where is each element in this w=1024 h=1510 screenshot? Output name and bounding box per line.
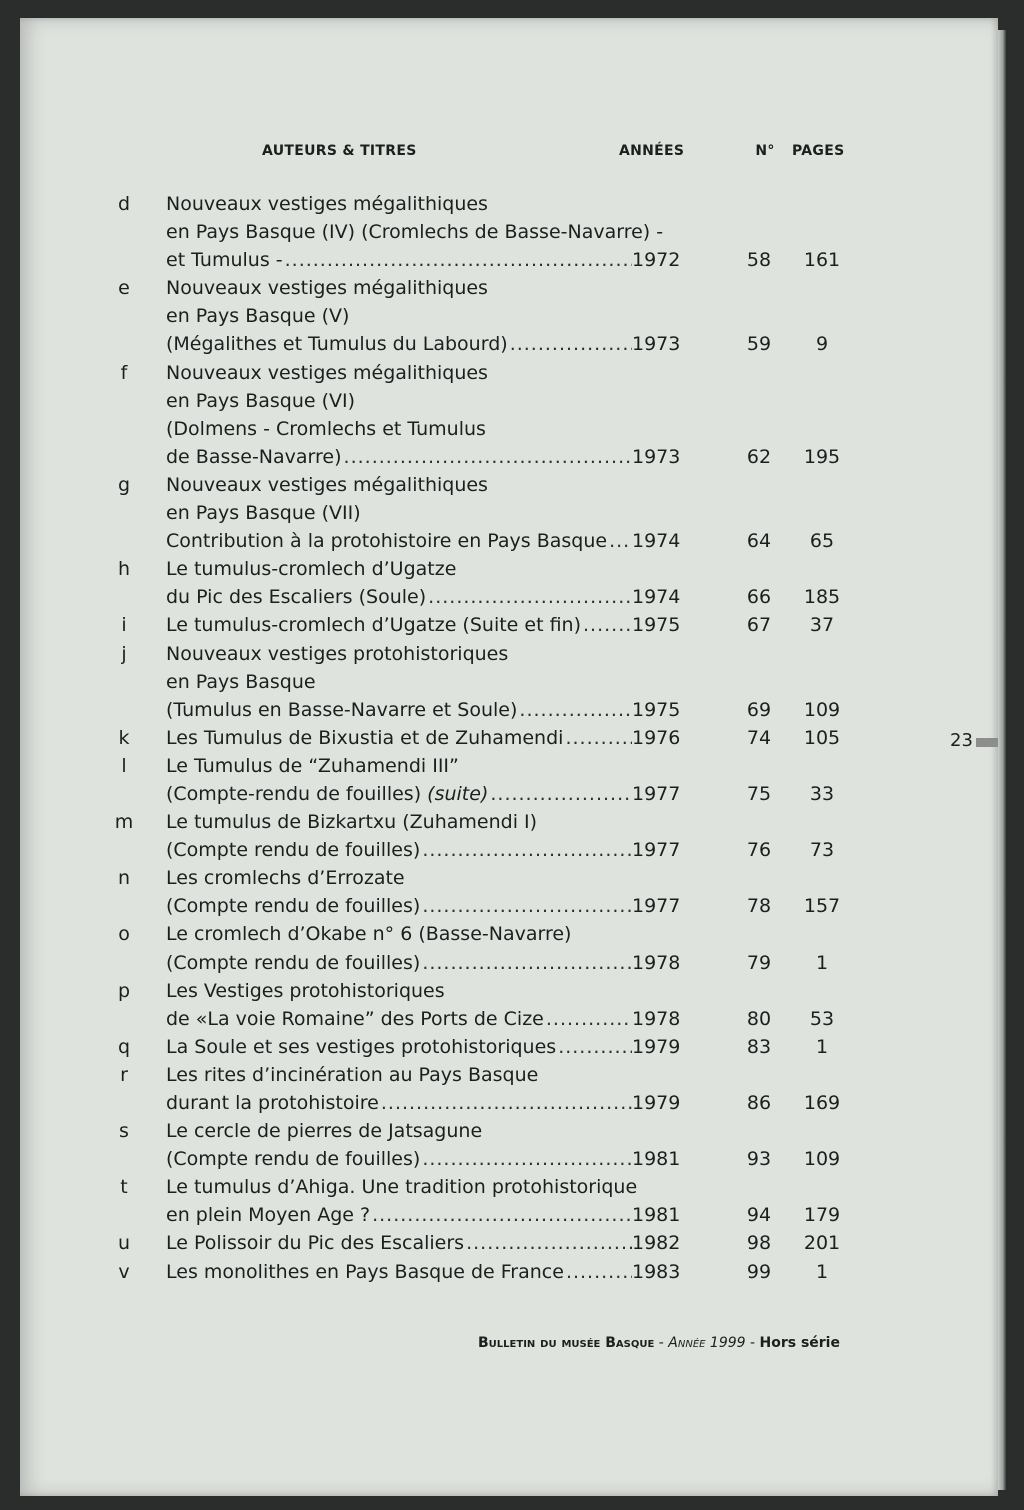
entry-title: [166, 977, 445, 1005]
footer-separator: -: [745, 1335, 760, 1351]
entry-title-text: Les Tumulus de Bixustia et de Zuhamendi: [166, 726, 564, 749]
entry-number: 99: [746, 1260, 772, 1283]
entry-title-text: (Compte rendu de fouilles): [166, 951, 421, 974]
dot-leader: [422, 949, 632, 977]
entry-title-text: Nouveaux vestiges mégalithiques: [166, 361, 488, 384]
entry-title-text: (Mégalithes et Tumulus du Labourd): [166, 333, 508, 356]
entry-title: [166, 668, 316, 696]
entry-number: 74: [746, 726, 772, 749]
entry-title-text: Le Polissoir du Pic des Escaliers: [166, 1232, 465, 1255]
entry-title-text: en plein Moyen Age ?: [166, 1204, 371, 1227]
entry-title: [166, 471, 488, 499]
entry-title-text: Les Vestiges protohistoriques: [166, 979, 445, 1002]
entry-title-text: (Compte rendu de fouilles): [166, 1148, 421, 1171]
list-item: [0, 274, 1024, 302]
list-item: [0, 555, 1024, 583]
entry-title-text: (Dolmens - Cromlechs et Tumulus: [166, 417, 486, 440]
header-authors-titles: AUTEURS & TITRES: [262, 143, 417, 159]
entry-title: [166, 696, 632, 724]
dot-leader: [422, 836, 632, 864]
entry-year: 1976: [632, 726, 681, 749]
list-item: [0, 977, 1024, 1005]
entry-title: [166, 1117, 482, 1145]
entry-title-text: en Pays Basque (V): [166, 305, 350, 328]
entry-title: [166, 218, 663, 246]
entry-title: [166, 920, 571, 948]
list-item: [0, 864, 1024, 892]
entry-title-text: de Basse-Navarre): [166, 445, 342, 468]
entry-pages: 179: [803, 1204, 841, 1227]
dot-leader: [372, 1201, 632, 1229]
list-item: [0, 246, 1024, 274]
list-item: [0, 724, 1024, 752]
entry-title: [166, 302, 349, 330]
entry-year: 1979: [632, 1092, 681, 1114]
dot-leader: [285, 246, 632, 274]
entry-pages: 105: [803, 726, 841, 749]
entry-title: [166, 190, 488, 218]
list-item: [0, 1005, 1024, 1033]
entry-title: [166, 527, 632, 555]
entry-year: 1975: [632, 614, 681, 637]
entry-letter: u: [117, 1232, 131, 1255]
dot-leader: [609, 527, 632, 555]
entry-letter: o: [118, 923, 130, 946]
entry-title-text: en Pays Basque (IV) (Cromlechs de Basse-Navarre) -: [166, 221, 664, 244]
list-item: [0, 1117, 1024, 1145]
entry-pages: 201: [803, 1232, 841, 1255]
entry-title-text: de «La voie Romaine” des Ports de Cize: [166, 1007, 544, 1030]
list-item: [0, 387, 1024, 415]
entry-number: 62: [746, 445, 772, 468]
footer-separator: -: [654, 1335, 669, 1351]
footer-citation: [478, 1335, 840, 1351]
entry-letter: m: [114, 811, 134, 834]
dot-leader: [381, 1089, 632, 1117]
entry-number: 64: [746, 530, 772, 553]
dot-leader: [422, 1145, 632, 1173]
entry-letter: d: [117, 193, 131, 215]
entry-title-text: Contribution à la protohistoire en Pays Basque: [166, 530, 608, 553]
list-item: [0, 583, 1024, 611]
entry-year: 1978: [632, 951, 681, 974]
entry-title-text: Les rites d’incinération au Pays Basque: [166, 1063, 539, 1086]
entry-year: 1979: [632, 1035, 681, 1058]
entry-year: 1977: [632, 895, 681, 918]
dot-leader: [490, 780, 632, 808]
entry-title-text: Les cromlechs d’Errozate: [166, 867, 405, 890]
header-years: ANNÉES: [619, 143, 685, 159]
entry-letter: e: [118, 277, 130, 300]
list-item: [0, 892, 1024, 920]
entry-title-text: durant la protohistoire: [166, 1092, 379, 1114]
entry-number: 98: [746, 1232, 772, 1255]
entry-title: [166, 724, 632, 752]
entry-year: 1973: [632, 445, 681, 468]
entry-title-text: Le tumulus-cromlech d’Ugatze: [166, 558, 457, 581]
entry-title-text: Le tumulus-cromlech d’Ugatze (Suite et fin): [166, 614, 582, 637]
list-item: [0, 836, 1024, 864]
list-item: [0, 752, 1024, 780]
entry-title: [166, 415, 486, 443]
entry-title: [166, 330, 632, 358]
entry-letter: t: [120, 1176, 128, 1199]
entry-number: 93: [746, 1148, 772, 1171]
entry-number: 69: [746, 698, 772, 721]
entry-title: [166, 611, 632, 639]
list-item: [0, 471, 1024, 499]
entry-title-text: en Pays Basque (VI): [166, 389, 356, 412]
entry-title: [166, 1061, 538, 1089]
list-item: [0, 1258, 1024, 1286]
entry-title-text: La Soule et ses vestiges protohistoriques: [166, 1035, 557, 1058]
list-item: [0, 1089, 1024, 1117]
entry-title-text: Le cromlech d’Okabe n° 6 (Basse-Navarre): [166, 923, 572, 946]
entry-letter: s: [119, 1120, 129, 1143]
list-item: [0, 527, 1024, 555]
entry-title: [166, 752, 459, 780]
entry-number: 67: [746, 614, 772, 637]
list-item: [0, 415, 1024, 443]
entry-letter: j: [121, 642, 127, 665]
entry-pages: 109: [803, 698, 841, 721]
entry-letter: p: [117, 979, 131, 1002]
entry-title: [166, 836, 632, 864]
header-number: N°: [755, 143, 775, 159]
entry-title: [166, 640, 508, 668]
dot-leader: [422, 892, 632, 920]
list-item: [0, 920, 1024, 948]
entry-pages: 1: [815, 951, 829, 974]
entry-title: [166, 359, 488, 387]
entry-title-text: (Compte rendu de fouilles): [166, 839, 421, 862]
list-item: [0, 640, 1024, 668]
entry-letter: q: [117, 1035, 131, 1058]
entry-year: 1977: [632, 782, 681, 805]
entry-number: 58: [746, 249, 772, 272]
entry-number: 75: [746, 782, 772, 805]
entry-title: [166, 1033, 632, 1061]
dot-leader: [558, 1033, 632, 1061]
entry-letter: g: [117, 473, 131, 496]
entry-pages: 161: [803, 249, 841, 272]
dot-leader: [566, 1258, 632, 1286]
entry-title-text: (Compte rendu de fouilles): [166, 895, 421, 918]
entry-pages: 73: [809, 839, 835, 862]
entry-year: 1974: [632, 530, 681, 553]
entry-title: [166, 892, 632, 920]
list-item: [0, 1145, 1024, 1173]
entry-number: 76: [746, 839, 772, 862]
entry-title: [166, 443, 632, 471]
entry-title: [166, 1201, 632, 1229]
entry-year: 1983: [632, 1260, 681, 1283]
entry-title-text: Le tumulus d’Ahiga. Une tradition protohistorique: [166, 1176, 638, 1199]
entry-title: [166, 864, 405, 892]
footer-special-issue: Hors série: [759, 1335, 840, 1351]
entry-year: 1975: [632, 698, 681, 721]
entry-number: 86: [746, 1092, 772, 1114]
footer-journal: Bulletin du musée Basque: [478, 1335, 655, 1351]
dot-leader: [546, 1005, 632, 1033]
list-item: [0, 1201, 1024, 1229]
entry-pages: 157: [803, 895, 841, 918]
entry-pages: 185: [803, 586, 841, 609]
dot-leader: [344, 443, 632, 471]
list-item: [0, 302, 1024, 330]
entry-pages: 53: [809, 1007, 835, 1030]
entry-title-text: Nouveaux vestiges mégalithiques: [166, 473, 488, 496]
header-pages: PAGES: [792, 143, 845, 159]
entry-number: 78: [746, 895, 772, 918]
entry-letter: h: [117, 558, 131, 581]
entry-title-text: Nouveaux vestiges protohistoriques: [166, 642, 509, 665]
entry-title-text: et Tumulus -: [166, 249, 283, 272]
entry-pages: 195: [803, 445, 841, 468]
entry-title-text: Le Tumulus de “Zuhamendi III”: [166, 754, 459, 777]
entry-title: [166, 246, 632, 274]
dot-leader: [510, 330, 632, 358]
dot-leader: [583, 611, 632, 639]
entry-title-text: Nouveaux vestiges mégalithiques: [166, 277, 488, 300]
list-item: [0, 499, 1024, 527]
entry-title-text: Le tumulus de Bizkartxu (Zuhamendi I): [166, 811, 538, 834]
list-item: [0, 1061, 1024, 1089]
entry-number: 79: [746, 951, 772, 974]
entry-title: [166, 274, 488, 302]
list-item: [0, 780, 1024, 808]
entry-pages: 65: [809, 530, 835, 553]
dot-leader: [565, 724, 632, 752]
entry-number: 94: [746, 1204, 772, 1227]
entry-title: [166, 583, 632, 611]
entry-title: [166, 1145, 632, 1173]
entry-year: 1978: [632, 1007, 681, 1030]
footer-year: Année 1999: [668, 1335, 746, 1351]
entry-title: [166, 499, 361, 527]
entry-year: 1981: [632, 1148, 681, 1171]
entry-number: 66: [746, 586, 772, 609]
list-item: [0, 190, 1024, 218]
entry-title-text: Nouveaux vestiges mégalithiques: [166, 193, 488, 215]
list-item: [0, 330, 1024, 358]
entry-pages: 33: [809, 782, 835, 805]
entry-year: 1981: [632, 1204, 681, 1227]
entry-letter: r: [120, 1063, 128, 1086]
entry-title-text: en Pays Basque (VII): [166, 502, 361, 525]
entry-title-text: (Tumulus en Basse-Navarre et Soule): [166, 698, 518, 721]
list-item: [0, 668, 1024, 696]
entry-title-text: du Pic des Escaliers (Soule): [166, 586, 427, 609]
entry-pages: 9: [815, 333, 829, 356]
entry-title: [166, 1089, 632, 1117]
entry-pages: 169: [803, 1092, 841, 1114]
entry-title-text: (Compte-rendu de fouilles): [166, 782, 422, 805]
dot-leader: [428, 583, 632, 611]
dot-leader: [519, 696, 632, 724]
entry-number: 83: [746, 1035, 772, 1058]
entry-title-text: Les monolithes en Pays Basque de France: [166, 1260, 564, 1283]
entry-year: 1977: [632, 839, 681, 862]
list-item: [0, 611, 1024, 639]
list-item: [0, 1173, 1024, 1201]
list-item: [0, 949, 1024, 977]
entry-title-text: en Pays Basque: [166, 670, 316, 693]
entry-letter: k: [118, 726, 130, 749]
entry-letter: l: [121, 754, 127, 777]
list-item: [0, 443, 1024, 471]
entry-year: 1982: [632, 1232, 681, 1255]
list-item: [0, 696, 1024, 724]
entry-title-italic: (suite): [427, 782, 489, 805]
entry-title: [166, 555, 456, 583]
entry-pages: 37: [809, 614, 835, 637]
entry-title-text: Le cercle de pierres de Jatsagune: [166, 1120, 483, 1143]
list-item: [0, 218, 1024, 246]
entry-title: [166, 387, 355, 415]
entry-letter: n: [117, 867, 131, 890]
dot-leader: [466, 1229, 632, 1257]
entry-title: [166, 808, 537, 836]
entry-year: 1972: [632, 249, 681, 272]
entry-title: [166, 1258, 632, 1286]
entry-pages: 1: [815, 1035, 829, 1058]
list-item: [0, 359, 1024, 387]
entry-pages: 109: [803, 1148, 841, 1171]
entry-pages: 1: [815, 1260, 829, 1283]
entry-letter: i: [121, 614, 127, 637]
bibliography-list: [0, 190, 1024, 1286]
entry-title: [166, 949, 632, 977]
entry-title: [166, 780, 632, 808]
entry-title: [166, 1173, 637, 1201]
entry-year: 1974: [632, 586, 681, 609]
page-number: 23: [950, 730, 973, 751]
list-item: [0, 1033, 1024, 1061]
entry-title: [166, 1229, 632, 1257]
entry-letter: v: [118, 1260, 130, 1283]
list-item: [0, 808, 1024, 836]
entry-year: 1973: [632, 333, 681, 356]
entry-letter: f: [120, 361, 128, 384]
page-tab-marker: [976, 738, 998, 747]
entry-number: 59: [746, 333, 772, 356]
entry-title: [166, 1005, 632, 1033]
list-item: [0, 1229, 1024, 1257]
entry-number: 80: [746, 1007, 772, 1030]
